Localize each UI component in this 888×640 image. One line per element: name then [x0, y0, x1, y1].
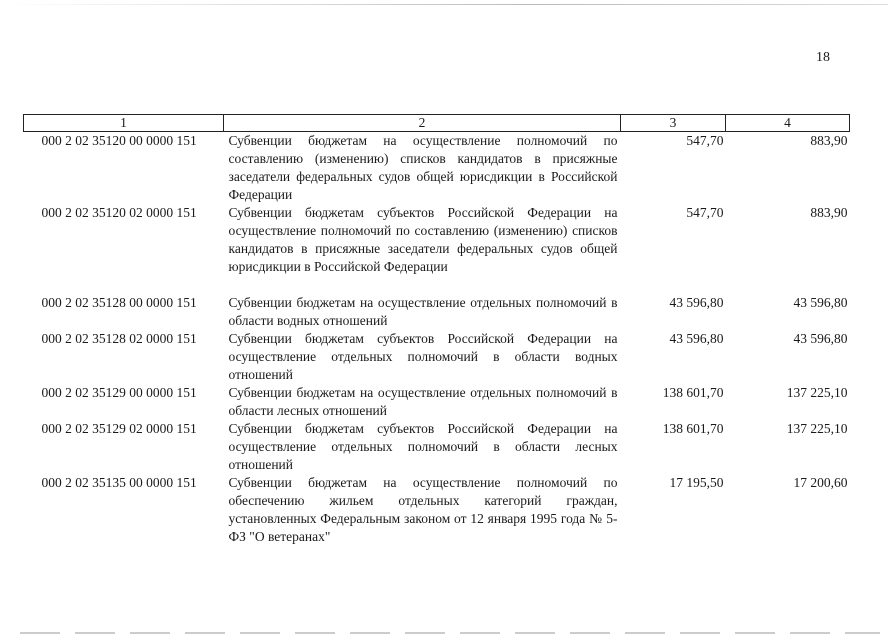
value-col-3: 138 601,70: [662, 421, 724, 436]
budget-code: 000 2 02 35129 00 0000 151: [41, 385, 197, 400]
value-col-3: 17 195,50: [669, 475, 724, 490]
scan-edge-top: [0, 4, 888, 5]
row-description: Субвенции бюджетам на осуществление полномочий по обеспечению жильем отдельных категорий граждан, установленных Федеральным законом от 12 января 1995 года № 5-ФЗ "О ветеранах": [228, 475, 618, 544]
table-row: [24, 204, 850, 294]
value-col-3: 547,70: [686, 133, 724, 148]
row-description: Субвенции бюджетам субъектов Российской Федерации на осуществление полномочий по составлению (изменению) списков кандидатов в присяжные заседатели федеральных судов общей юрисдикции в Российской Федерации: [228, 205, 618, 274]
budget-code: 000 2 02 35128 00 0000 151: [41, 295, 197, 310]
value-col-3: 547,70: [686, 205, 724, 220]
value-col-4: 137 225,10: [786, 385, 848, 400]
budget-code: 000 2 02 35128 02 0000 151: [41, 331, 197, 346]
table-row: [24, 294, 850, 330]
value-col-4: 43 596,80: [793, 295, 848, 310]
table-row: [24, 474, 850, 546]
row-description: Субвенции бюджетам субъектов Российской Федерации на осуществление отдельных полномочий в области лесных отношений: [228, 421, 618, 472]
row-description: Субвенции бюджетам на осуществление отдельных полномочий в области водных отношений: [228, 295, 618, 328]
row-description: Субвенции бюджетам субъектов Российской Федерации на осуществление отдельных полномочий в области водных отношений: [228, 331, 618, 382]
header-row: [24, 115, 850, 132]
value-col-4: 883,90: [810, 205, 848, 220]
budget-code: 000 2 02 35129 02 0000 151: [41, 421, 197, 436]
value-col-3: 138 601,70: [662, 385, 724, 400]
value-col-4: 43 596,80: [793, 331, 848, 346]
table-row: [24, 330, 850, 384]
row-description: Субвенции бюджетам на осуществление полномочий по составлению (изменению) списков кандидатов в присяжные заседатели федеральных судов общей юрисдикции в Российской Федерации: [228, 133, 618, 202]
scan-edge-bottom: [20, 632, 880, 634]
table-row: [24, 384, 850, 420]
value-col-4: 883,90: [810, 133, 848, 148]
table-row: [24, 420, 850, 474]
header-col-4: 4: [726, 115, 850, 132]
header-col-1: 1: [24, 115, 224, 132]
budget-code: 000 2 02 35135 00 0000 151: [41, 475, 197, 490]
header-col-2: 2: [224, 115, 621, 132]
value-col-4: 17 200,60: [793, 475, 848, 490]
budget-code: 000 2 02 35120 00 0000 151: [41, 133, 197, 148]
header-col-3: 3: [621, 115, 726, 132]
budget-table: [23, 114, 850, 546]
value-col-3: 43 596,80: [669, 295, 724, 310]
page-number: 18: [816, 50, 830, 65]
row-description: Субвенции бюджетам на осуществление отдельных полномочий в области лесных отношений: [228, 385, 618, 418]
table-row: [24, 132, 850, 205]
value-col-3: 43 596,80: [669, 331, 724, 346]
budget-code: 000 2 02 35120 02 0000 151: [41, 205, 197, 220]
value-col-4: 137 225,10: [786, 421, 848, 436]
